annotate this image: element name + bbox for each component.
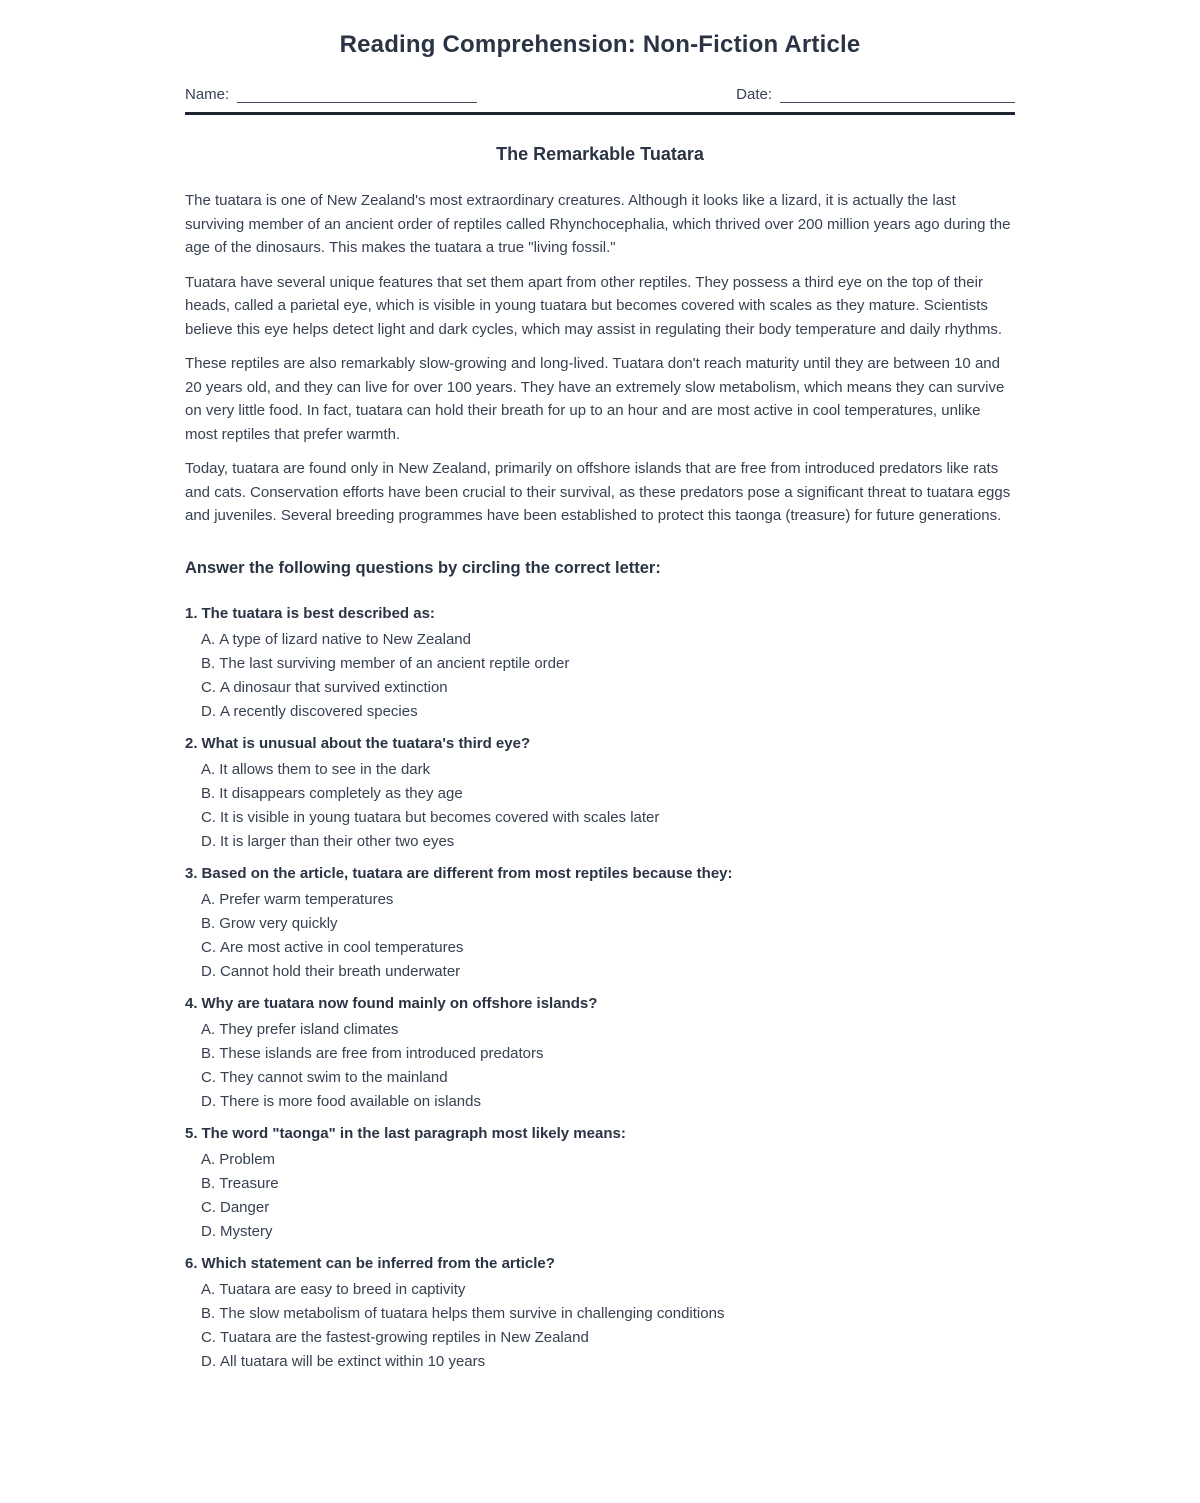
- date-blank-line[interactable]: [780, 86, 1015, 103]
- question-1-text: [185, 603, 1015, 624]
- option-letter: B.: [201, 784, 216, 802]
- question-3-prompt: Based on the article, tuatara are different from most reptiles because they:: [201, 864, 733, 882]
- question-5-option-b[interactable]: [201, 1172, 1015, 1196]
- option-text: Tuatara are the fastest-growing reptiles in New Zealand: [220, 1328, 589, 1346]
- question-1-options: [185, 628, 1015, 724]
- question-2-options: [185, 758, 1015, 854]
- question-4-option-d[interactable]: [201, 1090, 1015, 1114]
- option-letter: D.: [201, 832, 216, 850]
- page-title: Reading Comprehension: Non-Fiction Article: [339, 31, 861, 58]
- date-label: Date:: [736, 86, 772, 103]
- question-6-option-c[interactable]: [201, 1326, 1015, 1350]
- date-field: [736, 86, 1015, 103]
- article-paragraph-1: The tuatara is one of New Zealand's most extraordinary creatures. Although it looks like a lizard, it is actually the last surviving member of an ancient order of reptiles called Rhynchocephalia, which thrived over 200 million years ago during the age of the dinosaurs. This makes the tuatara a true "living fossil.": [185, 192, 1011, 256]
- name-field: [185, 86, 477, 103]
- option-letter: A.: [201, 630, 216, 648]
- option-text: A recently discovered species: [220, 702, 418, 720]
- question-4-option-b[interactable]: [201, 1042, 1015, 1066]
- option-letter: C.: [201, 1068, 216, 1086]
- header-divider: [185, 112, 1015, 115]
- option-text: Grow very quickly: [219, 914, 338, 932]
- question-6-options: [185, 1278, 1015, 1374]
- question-2-option-c[interactable]: [201, 806, 1015, 830]
- question-6-option-d[interactable]: [201, 1350, 1015, 1374]
- option-letter: B.: [201, 1304, 216, 1322]
- question-4-prompt: Why are tuatara now found mainly on offshore islands?: [201, 994, 598, 1012]
- instructions-heading: Answer the following questions by circling the correct letter:: [185, 558, 661, 577]
- worksheet-page: [185, 0, 1015, 1503]
- option-text: It is visible in young tuatara but becomes covered with scales later: [220, 808, 660, 826]
- option-letter: B.: [201, 654, 216, 672]
- option-letter: C.: [201, 678, 216, 696]
- article-paragraph-4: Today, tuatara are found only in New Zealand, primarily on offshore islands that are free from introduced predators like rats and cats. Conservation efforts have been crucial to their survival, as these predators pose a significant threat to tuatara eggs and juveniles. Several breeding programmes have been established to protect this taonga (treasure) for future generations.: [185, 460, 1011, 524]
- question-5-option-d[interactable]: [201, 1220, 1015, 1244]
- question-1-option-c[interactable]: [201, 676, 1015, 700]
- question-4-options: [185, 1018, 1015, 1114]
- question-2-option-a[interactable]: [201, 758, 1015, 782]
- question-3-option-a[interactable]: [201, 888, 1015, 912]
- option-text: Tuatara are easy to breed in captivity: [219, 1280, 466, 1298]
- question-1-option-a[interactable]: [201, 628, 1015, 652]
- option-letter: C.: [201, 1198, 216, 1216]
- question-6-prompt: Which statement can be inferred from the article?: [201, 1254, 555, 1272]
- question-2-option-d[interactable]: [201, 830, 1015, 854]
- question-1-option-d[interactable]: [201, 700, 1015, 724]
- option-text: They prefer island climates: [219, 1020, 399, 1038]
- question-3-text: [185, 863, 1015, 884]
- question-4-text: [185, 993, 1015, 1014]
- option-text: It is larger than their other two eyes: [220, 832, 455, 850]
- question-5-options: [185, 1148, 1015, 1244]
- article-title: The Remarkable Tuatara: [496, 144, 704, 164]
- question-3-option-b[interactable]: [201, 912, 1015, 936]
- question-1: [185, 603, 1015, 724]
- option-letter: A.: [201, 1020, 216, 1038]
- question-2-number: 2.: [185, 734, 198, 752]
- question-3-option-d[interactable]: [201, 960, 1015, 984]
- option-letter: B.: [201, 1174, 216, 1192]
- option-text: Cannot hold their breath underwater: [220, 962, 461, 980]
- question-3-options: [185, 888, 1015, 984]
- question-6: [185, 1253, 1015, 1374]
- question-5-option-a[interactable]: [201, 1148, 1015, 1172]
- option-text: Treasure: [219, 1174, 279, 1192]
- option-letter: C.: [201, 938, 216, 956]
- option-text: Problem: [219, 1150, 276, 1168]
- option-letter: D.: [201, 1092, 216, 1110]
- question-1-option-b[interactable]: [201, 652, 1015, 676]
- question-4-option-a[interactable]: [201, 1018, 1015, 1042]
- option-letter: D.: [201, 962, 216, 980]
- option-letter: A.: [201, 760, 216, 778]
- option-letter: A.: [201, 1150, 216, 1168]
- question-5-number: 5.: [185, 1124, 198, 1142]
- question-3-number: 3.: [185, 864, 198, 882]
- option-text: A dinosaur that survived extinction: [220, 678, 448, 696]
- name-blank-line[interactable]: [237, 86, 477, 103]
- question-6-text: [185, 1253, 1015, 1274]
- article-paragraph-2: Tuatara have several unique features that set them apart from other reptiles. They possess a third eye on the top of their heads, called a parietal eye, which is visible in young tuatara but becomes covered with scales as they mature. Scientists believe this eye helps detect light and dark cycles, which may assist in regulating their body temperature and daily rhythms.: [185, 273, 1003, 338]
- question-1-prompt: The tuatara is best described as:: [201, 604, 435, 622]
- option-text: All tuatara will be extinct within 10 years: [220, 1352, 486, 1370]
- question-5-prompt: The word "taonga" in the last paragraph most likely means:: [201, 1124, 626, 1142]
- name-label: Name:: [185, 86, 230, 103]
- option-letter: D.: [201, 1352, 216, 1370]
- question-2-option-b[interactable]: [201, 782, 1015, 806]
- option-text: Prefer warm temperatures: [219, 890, 394, 908]
- question-2-text: [185, 733, 1015, 754]
- option-text: The slow metabolism of tuatara helps them survive in challenging conditions: [219, 1304, 725, 1322]
- option-letter: B.: [201, 1044, 216, 1062]
- option-text: These islands are free from introduced predators: [219, 1044, 544, 1062]
- option-letter: D.: [201, 1222, 216, 1240]
- option-text: Danger: [220, 1198, 270, 1216]
- option-letter: C.: [201, 1328, 216, 1346]
- question-1-number: 1.: [185, 604, 198, 622]
- option-letter: C.: [201, 808, 216, 826]
- option-text: Mystery: [220, 1222, 273, 1240]
- question-3-option-c[interactable]: [201, 936, 1015, 960]
- question-6-option-b[interactable]: [201, 1302, 1015, 1326]
- question-2: [185, 733, 1015, 854]
- question-6-number: 6.: [185, 1254, 198, 1272]
- question-5-text: [185, 1123, 1015, 1144]
- option-letter: A.: [201, 890, 216, 908]
- option-text: Are most active in cool temperatures: [220, 938, 464, 956]
- question-4-number: 4.: [185, 994, 198, 1012]
- option-letter: A.: [201, 1280, 216, 1298]
- article-paragraph-3: These reptiles are also remarkably slow-growing and long-lived. Tuatara don't reach maturity until they are between 10 and 20 years old, and they can live for over 100 years. They have an extremely slow metabolism, which means they can survive on very little food. In fact, tuatara can hold their breath for up to an hour and are most active in cool temperatures, unlike most reptiles that prefer warmth.: [185, 355, 1005, 443]
- question-4-option-c[interactable]: [201, 1066, 1015, 1090]
- name-date-row: [185, 86, 1015, 103]
- option-letter: B.: [201, 914, 216, 932]
- question-2-prompt: What is unusual about the tuatara's third eye?: [201, 734, 531, 752]
- option-text: It disappears completely as they age: [219, 784, 463, 802]
- option-text: There is more food available on islands: [220, 1092, 481, 1110]
- question-5: [185, 1123, 1015, 1244]
- option-letter: D.: [201, 702, 216, 720]
- worksheet-body: [185, 144, 1015, 1374]
- question-3: [185, 863, 1015, 984]
- question-4: [185, 993, 1015, 1114]
- question-6-option-a[interactable]: [201, 1278, 1015, 1302]
- option-text: The last surviving member of an ancient reptile order: [219, 654, 570, 672]
- worksheet-header: [185, 31, 1015, 115]
- option-text: They cannot swim to the mainland: [220, 1068, 448, 1086]
- option-text: It allows them to see in the dark: [219, 760, 431, 778]
- question-5-option-c[interactable]: [201, 1196, 1015, 1220]
- option-text: A type of lizard native to New Zealand: [219, 630, 471, 648]
